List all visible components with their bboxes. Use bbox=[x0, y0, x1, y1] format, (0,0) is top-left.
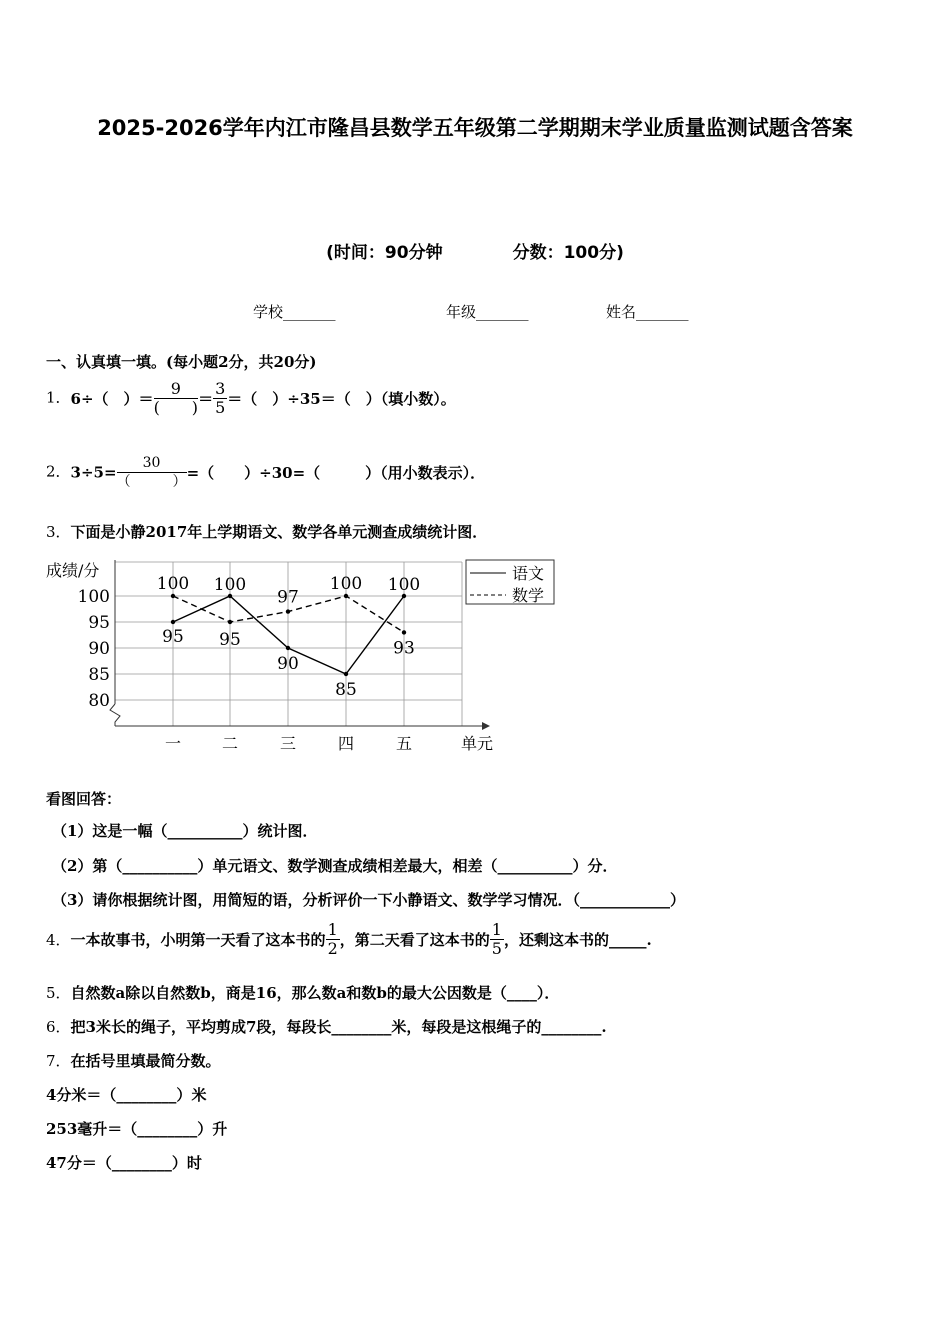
y-tick-label: 80 bbox=[88, 691, 110, 711]
numerator: 1 bbox=[327, 920, 338, 939]
fraction bbox=[213, 380, 227, 417]
time-limit: (时间：90分钟 bbox=[326, 243, 443, 263]
question-number: 6． bbox=[46, 1018, 71, 1036]
data-label: 100 bbox=[387, 575, 421, 595]
data-point bbox=[171, 594, 175, 598]
data-label: 100 bbox=[329, 574, 363, 594]
question-number: 4． bbox=[46, 931, 71, 949]
data-labels bbox=[157, 574, 420, 700]
y-axis-label: 成绩/分 bbox=[46, 561, 100, 580]
axis-break bbox=[110, 704, 120, 726]
x-category-label: 五 bbox=[395, 734, 413, 753]
denominator: 2 bbox=[327, 939, 338, 958]
q6-text: 把3米长的绳子，平均剪成7段，每段长________米，每段是这根绳子的________. bbox=[70, 1018, 607, 1036]
x-axis-label: 单元 bbox=[461, 734, 494, 753]
question-3-3: （3）请你根据统计图，用简短的语，分析评价一下小静语文、数学学习情况．（____________） bbox=[52, 891, 685, 909]
question-number: 5． bbox=[46, 984, 71, 1002]
fraction bbox=[117, 454, 187, 491]
question-number: 2． bbox=[46, 462, 71, 481]
q5-text: 自然数a除以自然数b，商是16，那么数a和数b的最大公因数是（____）． bbox=[70, 984, 560, 1002]
x-axis-arrow bbox=[482, 722, 490, 730]
data-label: 100 bbox=[213, 575, 247, 595]
line-chart bbox=[40, 552, 545, 762]
read-instruction: 看图回答： bbox=[46, 790, 122, 808]
name-field: 姓名_______ bbox=[606, 303, 689, 321]
question-4 bbox=[46, 921, 652, 958]
numerator: 3 bbox=[215, 379, 226, 398]
question-5 bbox=[46, 982, 559, 1003]
data-label: 95 bbox=[162, 627, 184, 647]
question-6 bbox=[46, 1016, 607, 1037]
question-number: 7． bbox=[46, 1052, 71, 1070]
data-point bbox=[286, 609, 290, 613]
q4-part-b: ，第二天看了这本书的 bbox=[339, 931, 490, 949]
school-field: 学校_______ bbox=[253, 303, 336, 321]
data-point bbox=[402, 630, 406, 634]
section-heading: 一、认真填一填。(每小题2分，共20分) bbox=[46, 353, 317, 371]
question-2 bbox=[46, 454, 485, 491]
chart-legend bbox=[466, 560, 554, 605]
x-category-label: 一 bbox=[164, 734, 182, 753]
data-point bbox=[344, 672, 348, 676]
q3-text: 下面是小静2017年上学期语文、数学各单元测查成绩统计图． bbox=[70, 523, 488, 541]
data-point bbox=[171, 620, 175, 624]
y-tick-labels bbox=[78, 587, 110, 711]
question-7-2: 253毫升＝（________）升 bbox=[46, 1120, 228, 1138]
q1-part-a: 6÷（ ）＝ bbox=[70, 390, 154, 408]
numerator: 9 bbox=[154, 380, 199, 399]
fraction bbox=[326, 921, 340, 958]
question-7 bbox=[46, 1050, 221, 1071]
question-7-1: 4分米＝（________）米 bbox=[46, 1086, 207, 1104]
denominator: 5 bbox=[215, 398, 226, 417]
denominator: 5 bbox=[491, 939, 502, 958]
grade-field: 年级_______ bbox=[446, 303, 529, 321]
total-score: 分数：100分) bbox=[512, 243, 624, 263]
y-tick-label: 95 bbox=[88, 613, 110, 633]
x-category-label: 四 bbox=[337, 734, 355, 753]
fraction bbox=[490, 921, 504, 958]
question-3-2: （2）第（__________）单元语文、数学测查成绩相差最大，相差（__________）分． bbox=[52, 857, 618, 875]
question-3-1: （1）这是一幅（__________）统计图． bbox=[52, 822, 318, 840]
denominator: （ ） bbox=[116, 474, 187, 490]
data-point bbox=[286, 646, 290, 650]
exam-meta bbox=[0, 238, 950, 263]
page-title: 2025-2026学年内江市隆昌县数学五年级第二学期期末学业质量监测试题含答案 bbox=[97, 116, 853, 140]
data-label: 90 bbox=[277, 654, 299, 674]
q2-part-b: =（ ）÷30=（ ）（用小数表示）． bbox=[186, 464, 486, 482]
numerator: 1 bbox=[491, 920, 502, 939]
y-tick-label: 100 bbox=[77, 587, 110, 607]
x-category-label: 三 bbox=[279, 734, 297, 753]
data-label: 100 bbox=[156, 574, 190, 594]
y-tick-label: 90 bbox=[88, 639, 110, 659]
q4-part-c: ，还剩这本书的_____. bbox=[503, 931, 652, 949]
question-7-3: 47分＝（________）时 bbox=[46, 1154, 202, 1172]
q1-part-c: ＝（ ）÷35＝（ ）（填小数）。 bbox=[227, 390, 456, 408]
q4-part-a: 一本故事书，小明第一天看了这本书的 bbox=[70, 931, 326, 949]
q7-text: 在括号里填最简分数。 bbox=[70, 1052, 221, 1070]
numerator: 30 bbox=[117, 454, 187, 473]
question-1 bbox=[46, 380, 456, 417]
legend-label: 数学 bbox=[512, 586, 545, 605]
data-point bbox=[344, 594, 348, 598]
legend-label: 语文 bbox=[512, 564, 545, 583]
x-category-label: 二 bbox=[221, 734, 239, 753]
data-label: 85 bbox=[335, 680, 357, 700]
denominator: ( ) bbox=[153, 398, 199, 417]
q1-part-b: ＝ bbox=[198, 390, 214, 408]
question-number: 3． bbox=[46, 523, 71, 541]
question-3 bbox=[46, 521, 487, 542]
data-point bbox=[228, 620, 232, 624]
question-number: 1． bbox=[46, 388, 71, 407]
x-category-labels bbox=[165, 734, 412, 753]
y-tick-label: 85 bbox=[88, 665, 110, 685]
data-label: 95 bbox=[219, 630, 241, 650]
fraction bbox=[154, 380, 199, 417]
data-label: 97 bbox=[277, 587, 299, 608]
data-label: 93 bbox=[393, 638, 415, 659]
q2-part-a: 3÷5= bbox=[70, 463, 117, 482]
